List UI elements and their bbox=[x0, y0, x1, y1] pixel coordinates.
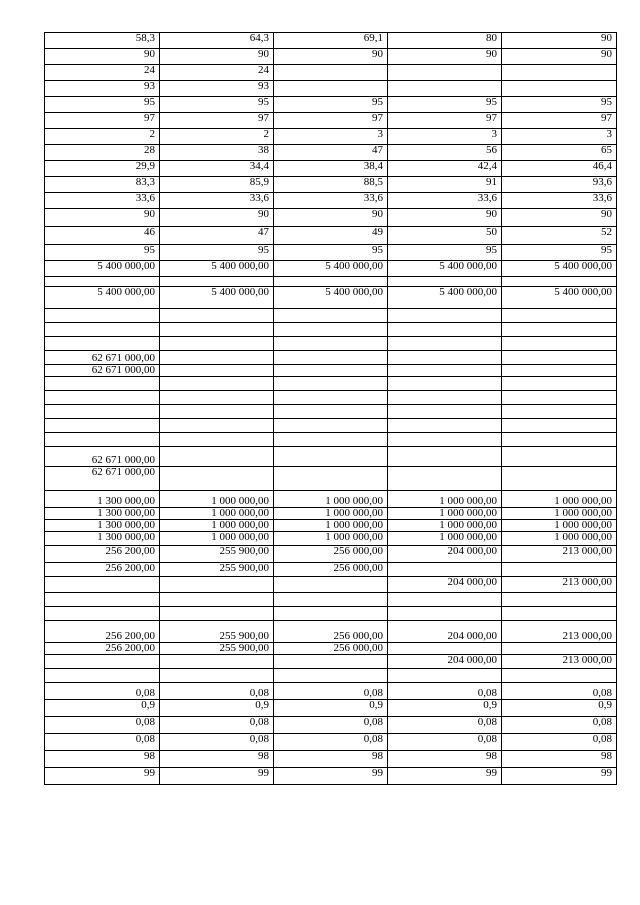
table-cell: 69,1 bbox=[274, 33, 388, 49]
table-cell bbox=[388, 607, 502, 621]
table-cell bbox=[502, 365, 617, 377]
table-cell bbox=[160, 433, 274, 447]
table-cell: 62 671 000,00 bbox=[45, 351, 160, 365]
table-row bbox=[45, 532, 617, 546]
table-cell bbox=[45, 433, 160, 447]
table-row bbox=[45, 577, 617, 593]
table-cell: 33,6 bbox=[388, 193, 502, 209]
table-cell: 255 900,00 bbox=[160, 546, 274, 563]
table-cell: 58,3 bbox=[45, 33, 160, 49]
table-cell bbox=[160, 323, 274, 337]
table-cell bbox=[45, 405, 160, 419]
table-cell: 83,3 bbox=[45, 177, 160, 193]
table-cell: 90 bbox=[45, 209, 160, 227]
table-cell bbox=[502, 277, 617, 287]
table-cell: 213 000,00 bbox=[502, 577, 617, 593]
table-cell: 1 000 000,00 bbox=[502, 532, 617, 546]
table-cell: 5 400 000,00 bbox=[388, 261, 502, 277]
table-cell: 90 bbox=[502, 33, 617, 49]
table-row bbox=[45, 337, 617, 351]
table-cell bbox=[160, 309, 274, 323]
table-cell bbox=[388, 405, 502, 419]
table-cell: 255 900,00 bbox=[160, 563, 274, 577]
table-cell: 91 bbox=[388, 177, 502, 193]
table-cell: 3 bbox=[388, 129, 502, 145]
table-cell: 46 bbox=[45, 227, 160, 245]
table-cell: 0,08 bbox=[502, 683, 617, 700]
table-cell: 2 bbox=[45, 129, 160, 145]
table-cell: 99 bbox=[502, 768, 617, 785]
table-cell bbox=[502, 323, 617, 337]
table-cell: 95 bbox=[388, 97, 502, 113]
table-cell: 5 400 000,00 bbox=[502, 261, 617, 277]
table-row bbox=[45, 49, 617, 65]
table-row bbox=[45, 655, 617, 669]
table-row bbox=[45, 621, 617, 643]
table-row bbox=[45, 65, 617, 81]
table-cell: 5 400 000,00 bbox=[45, 287, 160, 309]
table-cell: 204 000,00 bbox=[388, 577, 502, 593]
table-cell bbox=[160, 419, 274, 433]
table-row bbox=[45, 287, 617, 309]
table-cell bbox=[160, 337, 274, 351]
table-cell: 99 bbox=[45, 768, 160, 785]
table-cell bbox=[388, 337, 502, 351]
table-row bbox=[45, 261, 617, 277]
table-cell: 90 bbox=[274, 209, 388, 227]
table-cell: 0,08 bbox=[274, 734, 388, 751]
table-cell bbox=[160, 607, 274, 621]
table-cell: 1 000 000,00 bbox=[502, 491, 617, 508]
table-cell: 204 000,00 bbox=[388, 546, 502, 563]
table-cell bbox=[45, 277, 160, 287]
table-cell bbox=[45, 323, 160, 337]
table-cell: 98 bbox=[388, 751, 502, 768]
table-cell: 0,9 bbox=[160, 700, 274, 717]
table-cell: 256 000,00 bbox=[274, 643, 388, 655]
table-cell: 213 000,00 bbox=[502, 655, 617, 669]
table-cell: 1 000 000,00 bbox=[160, 491, 274, 508]
table-cell: 24 bbox=[160, 65, 274, 81]
table-cell bbox=[160, 405, 274, 419]
table-cell: 0,08 bbox=[160, 734, 274, 751]
table-cell: 5 400 000,00 bbox=[388, 287, 502, 309]
table-cell bbox=[45, 391, 160, 405]
table-row bbox=[45, 467, 617, 491]
table-cell bbox=[45, 593, 160, 607]
table-cell: 98 bbox=[502, 751, 617, 768]
table-cell: 38 bbox=[160, 145, 274, 161]
table-row bbox=[45, 768, 617, 785]
table-row bbox=[45, 405, 617, 419]
table-cell: 3 bbox=[274, 129, 388, 145]
table-cell bbox=[160, 447, 274, 467]
table-cell bbox=[388, 669, 502, 683]
table-cell: 1 000 000,00 bbox=[274, 508, 388, 520]
table-row bbox=[45, 433, 617, 447]
table-cell bbox=[45, 655, 160, 669]
table-cell: 97 bbox=[160, 113, 274, 129]
table-cell bbox=[45, 577, 160, 593]
table-cell bbox=[388, 563, 502, 577]
table-row bbox=[45, 245, 617, 261]
table-row bbox=[45, 563, 617, 577]
table-cell bbox=[274, 433, 388, 447]
table-cell bbox=[160, 377, 274, 391]
table-cell: 34,4 bbox=[160, 161, 274, 177]
table-cell: 90 bbox=[388, 49, 502, 65]
table-cell: 90 bbox=[502, 49, 617, 65]
table-row bbox=[45, 447, 617, 467]
table-cell: 62 671 000,00 bbox=[45, 365, 160, 377]
table-cell bbox=[45, 669, 160, 683]
table-cell: 0,08 bbox=[502, 734, 617, 751]
table-cell: 97 bbox=[45, 113, 160, 129]
table-cell: 256 200,00 bbox=[45, 621, 160, 643]
table-cell bbox=[388, 309, 502, 323]
table-cell: 3 bbox=[502, 129, 617, 145]
table-cell bbox=[274, 81, 388, 97]
table-cell: 0,08 bbox=[274, 683, 388, 700]
table-cell bbox=[388, 593, 502, 607]
table-cell: 93 bbox=[160, 81, 274, 97]
table-cell: 5 400 000,00 bbox=[45, 261, 160, 277]
table-cell: 24 bbox=[45, 65, 160, 81]
table-row bbox=[45, 145, 617, 161]
table-cell: 33,6 bbox=[160, 193, 274, 209]
table-cell bbox=[45, 337, 160, 351]
table-cell: 1 000 000,00 bbox=[274, 491, 388, 508]
table-cell: 98 bbox=[274, 751, 388, 768]
table-cell bbox=[502, 643, 617, 655]
table-row bbox=[45, 643, 617, 655]
table-row bbox=[45, 365, 617, 377]
table-cell: 93 bbox=[45, 81, 160, 97]
table-cell: 42,4 bbox=[388, 161, 502, 177]
table-cell: 256 000,00 bbox=[274, 621, 388, 643]
table-cell: 1 000 000,00 bbox=[274, 532, 388, 546]
table-row bbox=[45, 351, 617, 365]
table-cell: 38,4 bbox=[274, 161, 388, 177]
table-cell bbox=[388, 65, 502, 81]
table-cell: 99 bbox=[274, 768, 388, 785]
table-cell: 0,9 bbox=[502, 700, 617, 717]
table-cell bbox=[274, 405, 388, 419]
table-cell: 1 000 000,00 bbox=[160, 508, 274, 520]
table-cell: 95 bbox=[388, 245, 502, 261]
table-cell: 85,9 bbox=[160, 177, 274, 193]
table-row bbox=[45, 700, 617, 717]
table-cell: 2 bbox=[160, 129, 274, 145]
table-cell bbox=[502, 337, 617, 351]
table-cell: 256 000,00 bbox=[274, 563, 388, 577]
table-cell: 1 300 000,00 bbox=[45, 532, 160, 546]
table-cell: 95 bbox=[502, 245, 617, 261]
table-cell bbox=[274, 391, 388, 405]
table-cell: 33,6 bbox=[502, 193, 617, 209]
table-cell: 256 200,00 bbox=[45, 563, 160, 577]
table-row bbox=[45, 520, 617, 532]
table-cell: 0,9 bbox=[45, 700, 160, 717]
table-cell bbox=[274, 419, 388, 433]
table-cell bbox=[274, 323, 388, 337]
table-row bbox=[45, 227, 617, 245]
table-cell: 80 bbox=[388, 33, 502, 49]
table-row bbox=[45, 607, 617, 621]
table-cell: 49 bbox=[274, 227, 388, 245]
data-table bbox=[44, 32, 617, 785]
table-cell: 99 bbox=[388, 768, 502, 785]
table-cell bbox=[388, 351, 502, 365]
table-cell: 1 300 000,00 bbox=[45, 508, 160, 520]
table-cell bbox=[502, 669, 617, 683]
table-cell: 90 bbox=[502, 209, 617, 227]
table-row bbox=[45, 97, 617, 113]
table-cell: 99 bbox=[160, 768, 274, 785]
table-cell bbox=[274, 607, 388, 621]
table-cell: 256 000,00 bbox=[274, 546, 388, 563]
table-row bbox=[45, 508, 617, 520]
table-cell bbox=[502, 447, 617, 467]
table-cell: 64,3 bbox=[160, 33, 274, 49]
table-cell bbox=[274, 447, 388, 467]
table-cell: 1 000 000,00 bbox=[388, 491, 502, 508]
table-cell: 95 bbox=[274, 245, 388, 261]
table-cell: 0,08 bbox=[274, 717, 388, 734]
table-cell: 95 bbox=[45, 97, 160, 113]
table-cell: 0,08 bbox=[45, 683, 160, 700]
table-cell bbox=[502, 391, 617, 405]
table-cell: 0,9 bbox=[274, 700, 388, 717]
table-row bbox=[45, 81, 617, 97]
table-cell: 0,08 bbox=[45, 734, 160, 751]
table-cell: 47 bbox=[160, 227, 274, 245]
table-cell: 5 400 000,00 bbox=[502, 287, 617, 309]
table-cell: 5 400 000,00 bbox=[160, 287, 274, 309]
table-cell: 46,4 bbox=[502, 161, 617, 177]
table-cell: 1 000 000,00 bbox=[502, 520, 617, 532]
table-cell: 0,08 bbox=[388, 734, 502, 751]
table-cell: 47 bbox=[274, 145, 388, 161]
table-cell: 0,08 bbox=[388, 683, 502, 700]
table-cell: 0,08 bbox=[160, 717, 274, 734]
table-cell: 5 400 000,00 bbox=[160, 261, 274, 277]
table-row bbox=[45, 391, 617, 405]
table-cell bbox=[388, 391, 502, 405]
table-row bbox=[45, 113, 617, 129]
table-cell: 93,6 bbox=[502, 177, 617, 193]
table-cell: 213 000,00 bbox=[502, 546, 617, 563]
table-cell: 1 000 000,00 bbox=[274, 520, 388, 532]
table-cell: 1 000 000,00 bbox=[160, 532, 274, 546]
table-cell: 90 bbox=[274, 49, 388, 65]
table-cell: 90 bbox=[160, 49, 274, 65]
table-cell bbox=[274, 351, 388, 365]
table-cell: 56 bbox=[388, 145, 502, 161]
table-cell: 0,9 bbox=[388, 700, 502, 717]
table-cell bbox=[388, 467, 502, 491]
table-cell: 97 bbox=[274, 113, 388, 129]
table-cell: 50 bbox=[388, 227, 502, 245]
table-row bbox=[45, 683, 617, 700]
table-cell bbox=[502, 419, 617, 433]
table-cell bbox=[160, 467, 274, 491]
table-cell: 256 200,00 bbox=[45, 643, 160, 655]
document-sheet bbox=[44, 32, 616, 785]
table-cell bbox=[160, 593, 274, 607]
table-cell: 28 bbox=[45, 145, 160, 161]
table-cell bbox=[502, 467, 617, 491]
table-row bbox=[45, 419, 617, 433]
table-cell bbox=[45, 419, 160, 433]
table-row bbox=[45, 209, 617, 227]
table-cell bbox=[388, 447, 502, 467]
table-cell bbox=[160, 351, 274, 365]
table-cell bbox=[388, 419, 502, 433]
table-cell: 62 671 000,00 bbox=[45, 447, 160, 467]
table-cell: 88,5 bbox=[274, 177, 388, 193]
table-cell: 62 671 000,00 bbox=[45, 467, 160, 491]
table-row bbox=[45, 546, 617, 563]
table-cell: 1 000 000,00 bbox=[160, 520, 274, 532]
table-cell: 204 000,00 bbox=[388, 621, 502, 643]
table-cell bbox=[388, 81, 502, 97]
table-cell bbox=[502, 607, 617, 621]
table-cell bbox=[388, 365, 502, 377]
table-cell bbox=[160, 365, 274, 377]
table-cell bbox=[274, 577, 388, 593]
table-cell: 1 000 000,00 bbox=[388, 508, 502, 520]
table-cell bbox=[274, 65, 388, 81]
table-row bbox=[45, 669, 617, 683]
table-cell: 98 bbox=[160, 751, 274, 768]
table-row bbox=[45, 323, 617, 337]
table-cell bbox=[160, 391, 274, 405]
table-cell: 1 000 000,00 bbox=[388, 520, 502, 532]
table-cell bbox=[45, 377, 160, 391]
table-cell: 256 200,00 bbox=[45, 546, 160, 563]
table-cell: 1 000 000,00 bbox=[388, 532, 502, 546]
table-cell bbox=[388, 433, 502, 447]
table-cell bbox=[502, 563, 617, 577]
table-cell: 95 bbox=[502, 97, 617, 113]
table-cell: 90 bbox=[160, 209, 274, 227]
table-row bbox=[45, 751, 617, 768]
table-cell: 97 bbox=[502, 113, 617, 129]
table-cell: 1 000 000,00 bbox=[502, 508, 617, 520]
table-cell bbox=[502, 309, 617, 323]
table-cell bbox=[502, 593, 617, 607]
table-row bbox=[45, 593, 617, 607]
table-row bbox=[45, 717, 617, 734]
table-cell bbox=[274, 277, 388, 287]
table-cell bbox=[388, 277, 502, 287]
table-cell: 1 300 000,00 bbox=[45, 520, 160, 532]
table-cell: 5 400 000,00 bbox=[274, 261, 388, 277]
table-cell bbox=[160, 669, 274, 683]
table-row bbox=[45, 129, 617, 145]
table-cell: 0,08 bbox=[160, 683, 274, 700]
table-row bbox=[45, 734, 617, 751]
table-cell bbox=[274, 655, 388, 669]
table-cell: 0,08 bbox=[502, 717, 617, 734]
table-cell bbox=[160, 577, 274, 593]
table-cell bbox=[274, 669, 388, 683]
data-table-body bbox=[45, 33, 617, 785]
table-cell: 95 bbox=[274, 97, 388, 113]
table-cell bbox=[502, 65, 617, 81]
table-cell: 255 900,00 bbox=[160, 621, 274, 643]
table-row bbox=[45, 309, 617, 323]
table-cell: 90 bbox=[388, 209, 502, 227]
table-cell bbox=[274, 337, 388, 351]
table-cell bbox=[502, 377, 617, 391]
table-cell bbox=[160, 277, 274, 287]
table-row bbox=[45, 277, 617, 287]
table-cell bbox=[274, 467, 388, 491]
table-cell: 97 bbox=[388, 113, 502, 129]
table-cell bbox=[502, 405, 617, 419]
table-cell bbox=[45, 607, 160, 621]
table-cell bbox=[388, 323, 502, 337]
table-row bbox=[45, 491, 617, 508]
table-cell: 65 bbox=[502, 145, 617, 161]
table-row bbox=[45, 33, 617, 49]
table-cell: 204 000,00 bbox=[388, 655, 502, 669]
table-cell bbox=[274, 593, 388, 607]
table-cell: 33,6 bbox=[274, 193, 388, 209]
table-cell bbox=[160, 655, 274, 669]
table-cell bbox=[274, 377, 388, 391]
table-cell: 95 bbox=[160, 245, 274, 261]
table-cell: 0,08 bbox=[45, 717, 160, 734]
table-cell: 213 000,00 bbox=[502, 621, 617, 643]
table-cell bbox=[274, 365, 388, 377]
table-cell: 95 bbox=[160, 97, 274, 113]
table-cell: 255 900,00 bbox=[160, 643, 274, 655]
table-cell bbox=[388, 377, 502, 391]
table-row bbox=[45, 177, 617, 193]
table-cell: 1 300 000,00 bbox=[45, 491, 160, 508]
table-cell bbox=[274, 309, 388, 323]
table-cell bbox=[502, 351, 617, 365]
table-cell bbox=[45, 309, 160, 323]
table-cell bbox=[388, 643, 502, 655]
table-row bbox=[45, 377, 617, 391]
table-cell: 90 bbox=[45, 49, 160, 65]
table-row bbox=[45, 161, 617, 177]
table-cell: 95 bbox=[45, 245, 160, 261]
table-row bbox=[45, 193, 617, 209]
table-cell: 33,6 bbox=[45, 193, 160, 209]
table-cell: 98 bbox=[45, 751, 160, 768]
table-cell: 29,9 bbox=[45, 161, 160, 177]
table-cell: 0,08 bbox=[388, 717, 502, 734]
table-cell: 52 bbox=[502, 227, 617, 245]
table-cell: 5 400 000,00 bbox=[274, 287, 388, 309]
table-cell bbox=[502, 433, 617, 447]
table-cell bbox=[502, 81, 617, 97]
